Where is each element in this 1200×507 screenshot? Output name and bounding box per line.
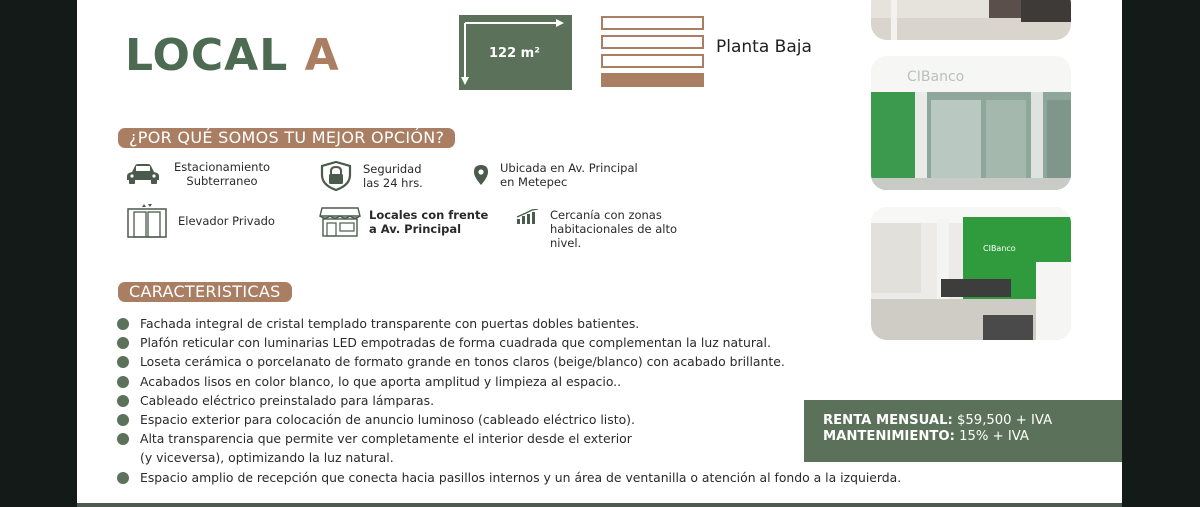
feature-parking-line1: Estacionamiento xyxy=(174,160,271,174)
rent-line xyxy=(823,413,1122,429)
rent-label: RENTA MENSUAL: xyxy=(823,413,953,428)
list-item-text: Alta transparencia que permite ver completamente el interior desde el exterior xyxy=(140,431,632,447)
list-item-text: Fachada integral de cristal templado transparente con puertas dobles batientes. xyxy=(140,316,640,331)
list-item-text: (y viceversa), optimizando la luz natural. xyxy=(140,450,394,466)
list-item xyxy=(117,429,901,448)
floor-diagram-icon xyxy=(601,16,704,92)
shield-lock-icon xyxy=(319,161,353,191)
storefront-icon xyxy=(319,207,361,237)
maintenance-value: 15% + IVA xyxy=(959,429,1029,444)
feature-elevator-text: Elevador Privado xyxy=(178,214,275,228)
photo-bank-interior xyxy=(871,207,1071,340)
feature-security-text xyxy=(363,162,423,190)
area-badge xyxy=(459,15,572,90)
feature-storefront-text xyxy=(369,208,488,236)
list-item-text: Loseta cerámica o porcelanato de formato grande en tonos claros (beige/blanco) con acabado brillante. xyxy=(140,354,785,370)
list-item xyxy=(117,410,901,429)
list-item xyxy=(117,372,901,391)
feature-nearby-text xyxy=(550,208,677,250)
title-main: LOCAL xyxy=(125,30,289,81)
feature-parking-text xyxy=(174,160,270,188)
feature-location xyxy=(473,161,638,189)
car-icon xyxy=(125,161,161,187)
maintenance-line xyxy=(823,429,1122,445)
list-item-text: Espacio amplio de recepción que conecta hacia pasillos internos y un área de ventanilla o atención al fondo a la izquierda. xyxy=(140,469,902,485)
feature-parking-line2: Subterraneo xyxy=(186,174,258,188)
characteristics-list xyxy=(117,314,901,487)
pricing-box xyxy=(804,400,1122,462)
bullet-icon xyxy=(117,356,129,368)
list-item-text: Acabados lisos en color blanco, lo que aporta amplitud y limpieza al espacio.. xyxy=(140,373,622,389)
maintenance-label: MANTENIMIENTO: xyxy=(823,429,955,444)
list-item xyxy=(117,352,901,371)
floor-level xyxy=(601,54,704,68)
list-item-text: Espacio exterior para colocación de anuncio luminoso (cableado eléctrico listo). xyxy=(140,412,635,428)
growth-chart-icon xyxy=(515,208,541,224)
page-title xyxy=(125,30,340,81)
feature-parking xyxy=(125,160,270,188)
list-item xyxy=(117,391,901,410)
feature-security-line2: las 24 hrs. xyxy=(363,176,423,190)
feature-storefront xyxy=(319,207,488,237)
list-item-text: Plafón reticular con luminarias LED empotradas de forma cuadrada que complementan la luz natural. xyxy=(140,335,771,351)
list-item xyxy=(117,468,901,487)
bullet-icon xyxy=(117,414,129,426)
bullet-icon xyxy=(117,395,129,407)
feature-location-line2: en Metepec xyxy=(500,175,568,189)
bullet-icon xyxy=(117,337,129,349)
elevator-icon xyxy=(127,204,167,238)
bullet-icon xyxy=(117,472,129,484)
interior-logo-text: CIBanco xyxy=(983,244,1016,253)
photo-lobby-floor xyxy=(871,0,1071,40)
feature-security-line1: Seguridad xyxy=(363,162,422,176)
map-pin-icon xyxy=(473,164,489,186)
feature-security xyxy=(319,161,423,191)
bullet-icon xyxy=(117,376,129,388)
section-characteristics-heading: CARACTERISTICAS xyxy=(118,282,292,302)
bank-sign-text: CIBanco xyxy=(907,69,965,85)
list-item xyxy=(117,314,901,333)
feature-nearby-line2: habitacionales de alto xyxy=(550,222,678,236)
listing-sheet xyxy=(77,0,1122,507)
title-letter: A xyxy=(304,30,340,81)
floor-level xyxy=(601,35,704,49)
photo-bank-facade xyxy=(871,56,1071,190)
list-item-continuation xyxy=(117,448,901,467)
floor-level xyxy=(601,16,704,30)
feature-location-text xyxy=(500,161,638,189)
list-item xyxy=(117,333,901,352)
bullet-icon xyxy=(117,318,129,330)
rent-value: $59,500 + IVA xyxy=(957,413,1053,428)
feature-nearby-line1: Cercanía con zonas xyxy=(550,208,662,222)
bullet-icon xyxy=(117,433,129,445)
section-why-heading: ¿POR QUÉ SOMOS TU MEJOR OPCIÓN? xyxy=(118,128,455,148)
floor-level-active xyxy=(601,73,704,87)
feature-nearby-line3: nivel. xyxy=(550,236,582,250)
bottom-divider xyxy=(77,503,1122,507)
list-item-text: Cableado eléctrico preinstalado para lámparas. xyxy=(140,392,435,408)
feature-storefront-line2: a Av. Principal xyxy=(369,222,462,236)
feature-elevator xyxy=(127,204,275,238)
area-value: 122 m² xyxy=(489,46,540,61)
feature-nearby xyxy=(515,208,677,250)
feature-location-line1: Ubicada en Av. Principal xyxy=(500,161,638,175)
floor-label: Planta Baja xyxy=(716,37,812,57)
feature-storefront-line1: Locales con frente xyxy=(369,208,489,222)
